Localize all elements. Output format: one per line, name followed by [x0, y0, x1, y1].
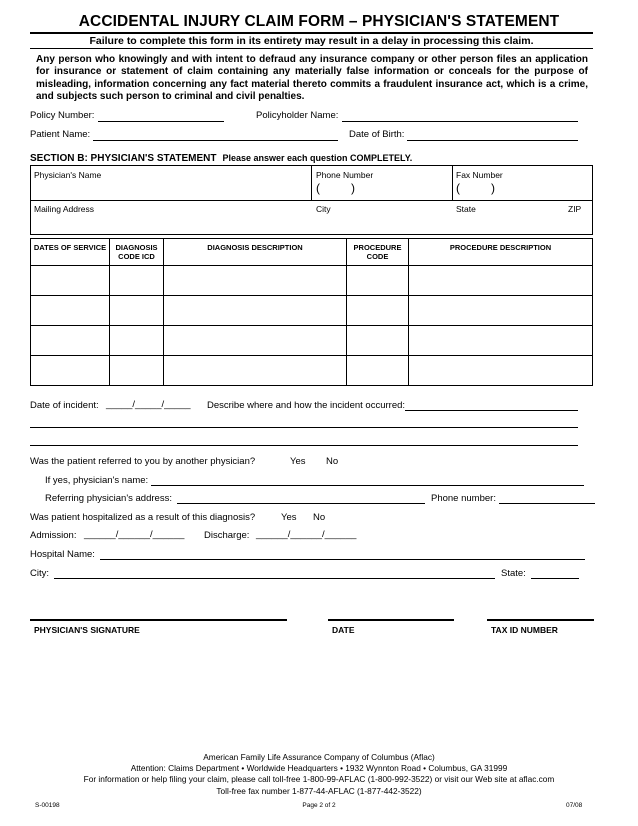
- mailing-address-label: Mailing Address: [34, 204, 95, 214]
- incident-date-label: Date of incident:: [30, 400, 99, 411]
- table-header-row: [31, 239, 593, 266]
- policy-number-label: Policy Number:: [30, 110, 95, 121]
- col-procedure-description: PROCEDURE DESCRIPTION: [409, 239, 593, 266]
- incident-description-line-2[interactable]: [30, 427, 578, 428]
- col-diagnosis-code: DIAGNOSIS CODE ICD: [110, 239, 164, 266]
- table-cell[interactable]: [347, 296, 409, 326]
- incident-description-line-3[interactable]: [30, 445, 578, 446]
- table-cell[interactable]: [31, 326, 110, 356]
- policyholder-name-field[interactable]: [342, 121, 578, 122]
- table-cell[interactable]: [164, 266, 347, 296]
- table-cell[interactable]: [347, 356, 409, 386]
- form-version: 07/08: [566, 802, 583, 809]
- physician-box-divider: [30, 200, 593, 201]
- table-cell[interactable]: [347, 326, 409, 356]
- date-label: DATE: [332, 625, 355, 635]
- section-b-heading: [30, 153, 412, 164]
- table-cell[interactable]: [31, 356, 110, 386]
- fax-paren-close: ): [491, 181, 495, 195]
- footer-fax: Toll-free fax number 1-877-44-AFLAC (1-877-442-3522): [216, 785, 422, 796]
- footer-address: Attention: Claims Department • Worldwide Headquarters • 1932 Wynnton Road • Columbus, GA 31999: [130, 763, 508, 774]
- col-diagnosis-description: DIAGNOSIS DESCRIPTION: [164, 239, 347, 266]
- referring-physician-address-label: Referring physician's address:: [45, 493, 172, 504]
- patient-name-field[interactable]: [93, 140, 338, 141]
- incident-describe-label: Describe where and how the incident occurred:: [207, 400, 406, 411]
- discharge-label: Discharge:: [204, 530, 250, 541]
- incident-description-field[interactable]: [405, 410, 578, 411]
- table-cell[interactable]: [164, 296, 347, 326]
- incident-date-field[interactable]: _____/_____/_____: [106, 399, 191, 410]
- referring-physician-name-field[interactable]: [151, 485, 584, 486]
- table-cell[interactable]: [409, 356, 593, 386]
- physician-box-vdivider-1: [311, 165, 312, 200]
- patient-name-label: Patient Name:: [30, 129, 91, 140]
- referring-physician-phone-field[interactable]: [499, 503, 595, 504]
- table-cell[interactable]: [31, 266, 110, 296]
- zip-label: ZIP: [568, 204, 582, 214]
- table-cell[interactable]: [347, 266, 409, 296]
- hospital-name-label: Hospital Name:: [30, 549, 95, 560]
- phone-paren-close: ): [351, 181, 355, 195]
- referral-question: Was the patient referred to you by another physician?: [30, 456, 256, 467]
- table-row: [31, 296, 593, 326]
- table-cell[interactable]: [110, 296, 164, 326]
- hospitalized-no-option[interactable]: No: [313, 512, 326, 523]
- hospital-city-field[interactable]: [54, 578, 495, 579]
- table-row: [31, 266, 593, 296]
- physician-signature-label: PHYSICIAN'S SIGNATURE: [34, 625, 140, 635]
- admission-date-field[interactable]: ______/______/______: [84, 529, 185, 540]
- phone-number-label: Phone Number: [316, 170, 374, 180]
- tax-id-label: TAX ID NUMBER: [491, 625, 558, 635]
- physician-box-vdivider-2: [452, 165, 453, 200]
- fraud-warning: Any person who knowingly and with intent to defraud any insurance company or other person files an application for insurance or statement of claim containing any materially false information or conceals for the purpose of misleading, information concerning any fact material thereto commits a fraudulent insurance act, which is a crime, and subjects such person to criminal and civil penalties.: [36, 54, 588, 103]
- fax-paren-open: (: [456, 181, 460, 195]
- table-row: [31, 356, 593, 386]
- admission-label: Admission:: [30, 530, 77, 541]
- referral-yes-option[interactable]: Yes: [290, 456, 306, 467]
- footer-company: American Family Life Assurance Company of Columbus (Aflac): [203, 752, 435, 762]
- referral-no-option[interactable]: No: [326, 456, 339, 467]
- form-subtitle: Failure to complete this form in its entirety may result in a delay in processing this claim.: [89, 35, 534, 47]
- referring-physician-address-field[interactable]: [177, 503, 425, 504]
- table-cell[interactable]: [31, 296, 110, 326]
- table-row: [31, 326, 593, 356]
- table-cell[interactable]: [409, 266, 593, 296]
- table-cell[interactable]: [409, 326, 593, 356]
- footer-info: For information or help filing your claim, please call toll-free 1-800-99-AFLAC (1-800-992-3522) or visit our Web site at aflac.com: [83, 774, 555, 785]
- table-cell[interactable]: [164, 356, 347, 386]
- form-code: S-00198: [35, 802, 60, 809]
- state-label: State: [456, 204, 476, 214]
- tax-id-line[interactable]: [487, 619, 594, 621]
- section-b-title: SECTION B: PHYSICIAN'S STATEMENT: [30, 153, 217, 164]
- table-cell[interactable]: [110, 356, 164, 386]
- diagnosis-table: [30, 238, 593, 386]
- policy-number-field[interactable]: [98, 121, 224, 122]
- referring-physician-name-label: If yes, physician's name:: [45, 475, 149, 486]
- table-cell[interactable]: [110, 266, 164, 296]
- referring-physician-phone-label: Phone number:: [431, 493, 496, 504]
- policyholder-name-label: Policyholder Name:: [256, 110, 339, 121]
- table-cell[interactable]: [409, 296, 593, 326]
- date-of-birth-label: Date of Birth:: [349, 129, 405, 140]
- date-signature-line[interactable]: [328, 619, 454, 621]
- fax-number-label: Fax Number: [456, 170, 503, 180]
- page-number: Page 2 of 2: [302, 802, 336, 809]
- title-divider: [30, 32, 593, 34]
- subtitle-divider: [30, 48, 593, 49]
- hospitalized-yes-option[interactable]: Yes: [281, 512, 297, 523]
- hospital-name-field[interactable]: [100, 559, 585, 560]
- hospitalized-question: Was patient hospitalized as a result of this diagnosis?: [30, 512, 256, 523]
- hospital-state-label: State:: [501, 568, 526, 579]
- discharge-date-field[interactable]: ______/______/______: [256, 529, 357, 540]
- date-of-birth-field[interactable]: [407, 140, 578, 141]
- phone-paren-open: (: [316, 181, 320, 195]
- footer-block: [30, 752, 608, 797]
- hospital-state-field[interactable]: [531, 578, 579, 579]
- section-b-instruction: Please answer each question COMPLETELY.: [222, 153, 413, 163]
- form-title: ACCIDENTAL INJURY CLAIM FORM – PHYSICIAN'S STATEMENT: [78, 13, 560, 30]
- col-dates-of-service: DATES OF SERVICE: [31, 239, 110, 266]
- col-procedure-code: PROCEDURE CODE: [347, 239, 409, 266]
- hospital-city-label: City:: [30, 568, 49, 579]
- city-label: City: [316, 204, 331, 214]
- physician-name-label: Physician's Name: [34, 170, 102, 180]
- physician-signature-line[interactable]: [30, 619, 287, 621]
- table-cell[interactable]: [110, 326, 164, 356]
- table-cell[interactable]: [164, 326, 347, 356]
